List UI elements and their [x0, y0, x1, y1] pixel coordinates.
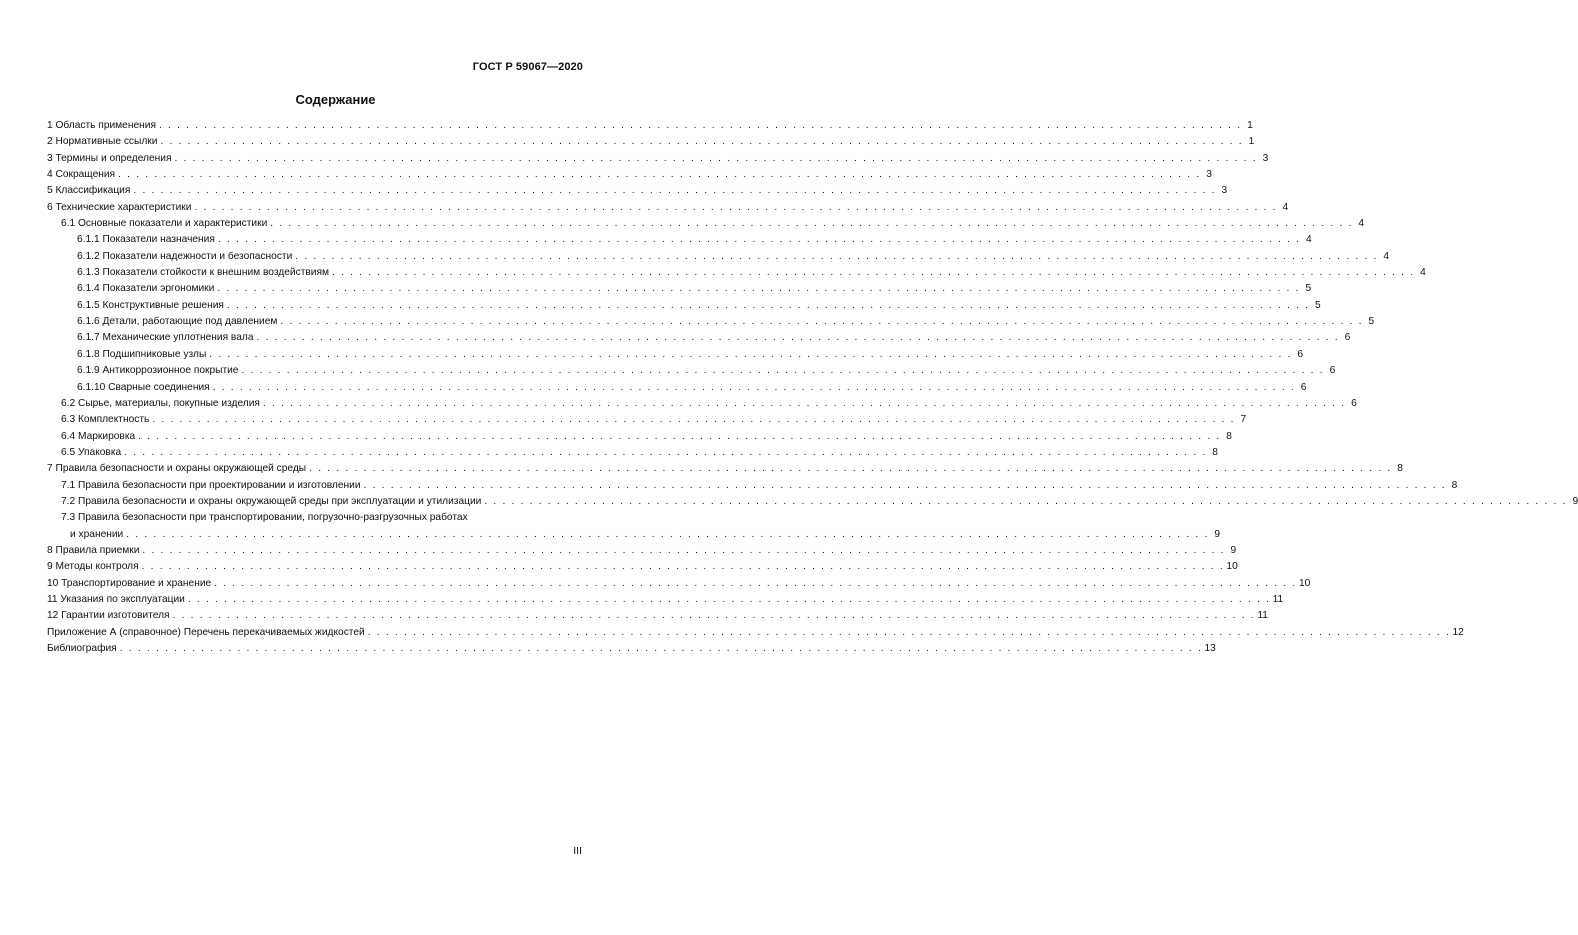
toc-entry[interactable] — [47, 494, 1578, 510]
toc-entry-text: 3 Термины и определения — [47, 152, 172, 164]
toc-entry-page: 3 — [1221, 185, 1228, 197]
toc-leader-dots: . . . . . . . . . . . . . . . . . . . . . . . . . . . . . . . . . . . . . . . . . . . . . . . . . . . . . . . . . . . . . . . . . . . . . . . . . . . . . . . . . . . . . . . . . . . . . . . . . . . . . . . . . . . . . . . . . . . . . . . . — [367, 626, 1451, 638]
toc-leader-dots: . . . . . . . . . . . . . . . . . . . . . . . . . . . . . . . . . . . . . . . . . . . . . . . . . . . . . . . . . . . . . . . . . . . . . . . . . . . . . . . . . . . . . . . . . . . . . . . . . . . . . . . . . . . . . . . . . . . . . . . . — [187, 593, 1271, 605]
toc-entry-page: 10 — [1226, 561, 1238, 573]
toc-entry[interactable] — [47, 592, 1284, 608]
toc-leader-dots: . . . . . . . . . . . . . . . . . . . . . . . . . . . . . . . . . . . . . . . . . . . . . . . . . . . . . . . . . . . . . . . . . . . . . . . . . . . . . . . . . . . . . . . . . . . . . . . . . . . . . . . . . . . . . . . . . . . . . . . . — [133, 185, 1217, 197]
toc-entry-page: 3 — [1262, 152, 1269, 164]
toc-entry[interactable] — [47, 298, 1321, 314]
toc-entry[interactable] — [47, 510, 1221, 543]
toc-entry-page: 5 — [1305, 283, 1312, 295]
toc-entry[interactable] — [47, 232, 1312, 248]
toc-entry[interactable] — [47, 330, 1351, 346]
toc-leader-dots: . . . . . . . . . . . . . . . . . . . . . . . . . . . . . . . . . . . . . . . . . . . . . . . . . . . . . . . . . . . . . . . . . . . . . . . . . . . . . . . . . . . . . . . . . . . . . . . . . . . . . . . . . . . . . . . . . . . . . . . . — [141, 561, 1225, 573]
toc-leader-dots: . . . . . . . . . . . . . . . . . . . . . . . . . . . . . . . . . . . . . . . . . . . . . . . . . . . . . . . . . . . . . . . . . . . . . . . . . . . . . . . . . . . . . . . . . . . . . . . . . . . . . . . . . . . . . . . . . . . . . . . . — [309, 463, 1392, 475]
toc-entry-page: 12 — [1452, 626, 1464, 638]
toc-leader-dots: . . . . . . . . . . . . . . . . . . . . . . . . . . . . . . . . . . . . . . . . . . . . . . . . . . . . . . . . . . . . . . . . . . . . . . . . . . . . . . . . . . . . . . . . . . . . . . . . . . . . . . . . . . . . . . . . . . . . . . . . — [126, 528, 1210, 540]
document-code: ГОСТ Р 59067—2020 — [472, 61, 583, 73]
toc-entry-page: 10 — [1298, 577, 1311, 589]
toc-entry-text: 6 Технические характеристики — [47, 201, 192, 213]
toc-entry-text: 10 Транспортирование и хранение — [47, 577, 212, 589]
toc-entry[interactable] — [47, 543, 1237, 559]
toc-entry-text: 6.5 Упаковка — [61, 446, 122, 458]
toc-entry[interactable] — [47, 429, 1232, 445]
toc-leader-dots: . . . . . . . . . . . . . . . . . . . . . . . . . . . . . . . . . . . . . . . . . . . . . . . . . . . . . . . . . . . . . . . . . . . . . . . . . . . . . . . . . . . . . . . . . . . . . . . . . . . . . . . . . . . . . . . . . . . . . . . . — [217, 234, 1301, 246]
toc-entry-text: 5 Классификация — [47, 185, 131, 197]
toc-leader-dots: . . . . . . . . . . . . . . . . . . . . . . . . . . . . . . . . . . . . . . . . . . . . . . . . . . . . . . . . . . . . . . . . . . . . . . . . . . . . . . . . . . . . . . . . . . . . . . . . . . . . . . . . . . . . . . . . . . . . . . . . — [152, 414, 1236, 426]
toc-entry-page: 6 — [1329, 365, 1336, 377]
toc-entry-text: 7.1 Правила безопасности при проектировании и изготовлении — [61, 479, 361, 491]
toc-entry-page: 9 — [1572, 495, 1578, 507]
toc-leader-dots: . . . . . . . . . . . . . . . . . . . . . . . . . . . . . . . . . . . . . . . . . . . . . . . . . . . . . . . . . . . . . . . . . . . . . . . . . . . . . . . . . . . . . . . . . . . . . . . . . . . . . . . . . . . . . . . . . . . . . . . . — [280, 316, 1364, 328]
page-number: III — [573, 845, 582, 857]
toc-entry-text: 1 Область применения — [47, 120, 156, 131]
toc-entry-text: 6.3 Комплектность — [61, 414, 150, 426]
toc-entry-text: Библиография — [47, 643, 117, 654]
toc-entry-text: 4 Сокращения — [47, 169, 116, 181]
toc-entry-text: 6.1.5 Конструктивные решения — [77, 299, 224, 311]
toc-leader-dots: . . . . . . . . . . . . . . . . . . . . . . . . . . . . . . . . . . . . . . . . . . . . . . . . . . . . . . . . . . . . . . . . . . . . . . . . . . . . . . . . . . . . . . . . . . . . . . . . . . . . . . . . . . . . . . . . . . . . . . . . — [256, 332, 1340, 344]
toc-entry-text: 6.1 Основные показатели и характеристики — [61, 218, 268, 230]
toc-entry-text: 12 Гарантии изготовителя — [47, 610, 170, 622]
toc-entry-page: 4 — [1420, 267, 1426, 279]
toc-entry-page: 5 — [1315, 299, 1321, 311]
toc-leader-dots: . . . . . . . . . . . . . . . . . . . . . . . . . . . . . . . . . . . . . . . . . . . . . . . . . . . . . . . . . . . . . . . . . . . . . . . . . . . . . . . . . . . . . . . . . . . . . . . . . . . . . . . . . . . . . . . . . . . . . . . . — [212, 381, 1296, 393]
toc-leader-dots: . . . . . . . . . . . . . . . . . . . . . . . . . . . . . . . . . . . . . . . . . . . . . . . . . . . . . . . . . . . . . . . . . . . . . . . . . . . . . . . . . . . . . . . . . . . . . . . . . . . . . . . . . . . . . . . . . . . . . . . . — [118, 169, 1201, 181]
toc-entry-page: 6 — [1300, 381, 1307, 393]
toc-title: Содержание — [295, 92, 376, 107]
toc-entry-page: 4 — [1306, 234, 1312, 246]
toc-entry-page: 8 — [1226, 430, 1232, 442]
toc-entry-text: 6.2 Сырье, материалы, покупные изделия — [61, 397, 260, 409]
toc-entry-page: 3 — [1206, 169, 1212, 181]
toc-leader-dots: . . . . . . . . . . . . . . . . . . . . . . . . . . . . . . . . . . . . . . . . . . . . . . . . . . . . . . . . . . . . . . . . . . . . . . . . . . . . . . . . . . . . . . . . . . . . . . . . . . . . . . . . . . . . . . . . . . . . . . . . — [119, 643, 1203, 654]
table-of-contents — [47, 118, 1578, 657]
toc-entry[interactable] — [47, 380, 1307, 396]
toc-leader-dots: . . . . . . . . . . . . . . . . . . . . . . . . . . . . . . . . . . . . . . . . . . . . . . . . . . . . . . . . . . . . . . . . . . . . . . . . . . . . . . . . . . . . . . . . . . . . . . . . . . . . . . . . . . . . . . . . . . . . . . . . — [241, 365, 1325, 377]
toc-leader-dots: . . . . . . . . . . . . . . . . . . . . . . . . . . . . . . . . . . . . . . . . . . . . . . . . . . . . . . . . . . . . . . . . . . . . . . . . . . . . . . . . . . . . . . . . . . . . . . . . . . . . . . . . . . . . . . . . . . . . . . . . — [484, 495, 1568, 507]
toc-leader-dots: . . . . . . . . . . . . . . . . . . . . . . . . . . . . . . . . . . . . . . . . . . . . . . . . . . . . . . . . . . . . . . . . . . . . . . . . . . . . . . . . . . . . . . . . . . . . . . . . . . . . . . . . . . . . . . . . . . . . . . . . — [363, 479, 1447, 491]
toc-entry[interactable] — [47, 265, 1426, 281]
toc-entry-page: 8 — [1451, 479, 1458, 491]
toc-entry-page: 6 — [1297, 348, 1304, 360]
toc-leader-dots: . . . . . . . . . . . . . . . . . . . . . . . . . . . . . . . . . . . . . . . . . . . . . . . . . . . . . . . . . . . . . . . . . . . . . . . . . . . . . . . . . . . . . . . . . . . . . . . . . . . . . . . . . . . . . . . . . . . . . . . . — [174, 152, 1258, 164]
toc-entry-page: 6 — [1344, 332, 1351, 344]
toc-leader-dots: . . . . . . . . . . . . . . . . . . . . . . . . . . . . . . . . . . . . . . . . . . . . . . . . . . . . . . . . . . . . . . . . . . . . . . . . . . . . . . . . . . . . . . . . . . . . . . . . . . . . . . . . . . . . . . . . . . . . . . . . — [138, 430, 1221, 442]
toc-entry-page: 4 — [1358, 218, 1365, 230]
toc-leader-dots: . . . . . . . . . . . . . . . . . . . . . . . . . . . . . . . . . . . . . . . . . . . . . . . . . . . . . . . . . . . . . . . . . . . . . . . . . . . . . . . . . . . . . . . . . . . . . . . . . . . . . . . . . . . . . . . . . . . . . . . . — [124, 446, 1207, 458]
toc-entry-page: 6 — [1351, 397, 1357, 409]
toc-entry-text: 6.1.1 Показатели назначения — [77, 234, 215, 246]
toc-leader-dots: . . . . . . . . . . . . . . . . . . . . . . . . . . . . . . . . . . . . . . . . . . . . . . . . . . . . . . . . . . . . . . . . . . . . . . . . . . . . . . . . . . . . . . . . . . . . . . . . . . . . . . . . . . . . . . . . . . . . . . . . — [270, 218, 1354, 230]
toc-entry-text: 6.1.10 Сварные соединения — [77, 381, 210, 393]
toc-entry-text: 8 Правила приемки — [47, 544, 140, 556]
toc-entry[interactable] — [47, 216, 1365, 232]
toc-leader-dots: . . . . . . . . . . . . . . . . . . . . . . . . . . . . . . . . . . . . . . . . . . . . . . . . . . . . . . . . . . . . . . . . . . . . . . . . . . . . . . . . . . . . . . . . . . . . . . . . . . . . . . . . . . . . . . . . . . . . . . . . — [160, 136, 1244, 148]
toc-leader-dots: . . . . . . . . . . . . . . . . . . . . . . . . . . . . . . . . . . . . . . . . . . . . . . . . . . . . . . . . . . . . . . . . . . . . . . . . . . . . . . . . . . . . . . . . . . . . . . . . . . . . . . . . . . . . . . . . . . . . . . . . — [331, 267, 1415, 279]
toc-entry[interactable] — [47, 445, 1218, 461]
toc-entry-text: 6.1.2 Показатели надежности и безопасности — [77, 250, 293, 262]
toc-entry-text: 6.1.8 Подшипниковые узлы — [77, 348, 207, 360]
toc-entry[interactable] — [47, 608, 1268, 624]
toc-entry-text: Приложение А (справочное) Перечень перекачиваемых жидкостей — [47, 626, 365, 638]
toc-entry-text: 6.1.6 Детали, работающие под давлением — [77, 316, 278, 328]
toc-entry[interactable] — [47, 167, 1212, 183]
toc-leader-dots: . . . . . . . . . . . . . . . . . . . . . . . . . . . . . . . . . . . . . . . . . . . . . . . . . . . . . . . . . . . . . . . . . . . . . . . . . . . . . . . . . . . . . . . . . . . . . . . . . . . . . . . . . . . . . . . . . . . . . . . . — [217, 283, 1301, 295]
toc-entry-page: 5 — [1368, 316, 1375, 328]
toc-entry-page: 8 — [1397, 463, 1403, 475]
toc-entry-text: 7 Правила безопасности и охраны окружающей среды — [47, 463, 307, 475]
toc-entry[interactable] — [47, 281, 1312, 297]
toc-entry[interactable] — [47, 396, 1357, 412]
toc-leader-dots: . . . . . . . . . . . . . . . . . . . . . . . . . . . . . . . . . . . . . . . . . . . . . . . . . . . . . . . . . . . . . . . . . . . . . . . . . . . . . . . . . . . . . . . . . . . . . . . . . . . . . . . . . . . . . . . . . . . . . . . . — [158, 120, 1242, 131]
toc-entry-text: 7.2 Правила безопасности и охраны окружающей среды при эксплуатации и утилизации — [61, 495, 482, 507]
toc-entry-page: 4 — [1282, 201, 1289, 213]
toc-entry-page: 11 — [1272, 593, 1284, 605]
toc-entry-page: 13 — [1204, 643, 1216, 654]
toc-entry-text: 6.1.7 Механические уплотнения вала — [77, 332, 254, 344]
toc-entry[interactable] — [47, 478, 1458, 494]
toc-entry-page: 9 — [1230, 544, 1237, 556]
toc-entry-page: 4 — [1383, 250, 1390, 262]
toc-entry-text: 6.4 Маркировка — [61, 430, 136, 442]
toc-entry[interactable] — [47, 183, 1228, 199]
toc-entry[interactable] — [47, 314, 1375, 330]
toc-entry[interactable] — [47, 249, 1390, 265]
toc-entry-text: 6.1.3 Показатели стойкости к внешним воздействиям — [77, 267, 329, 279]
toc-entry-page: 7 — [1240, 414, 1247, 426]
toc-entry-page: 9 — [1214, 528, 1221, 540]
toc-entry[interactable] — [47, 412, 1247, 428]
toc-entry[interactable] — [47, 200, 1289, 216]
toc-leader-dots: . . . . . . . . . . . . . . . . . . . . . . . . . . . . . . . . . . . . . . . . . . . . . . . . . . . . . . . . . . . . . . . . . . . . . . . . . . . . . . . . . . . . . . . . . . . . . . . . . . . . . . . . . . . . . . . . . . . . . . . . — [295, 250, 1379, 262]
toc-leader-dots: . . . . . . . . . . . . . . . . . . . . . . . . . . . . . . . . . . . . . . . . . . . . . . . . . . . . . . . . . . . . . . . . . . . . . . . . . . . . . . . . . . . . . . . . . . . . . . . . . . . . . . . . . . . . . . . . . . . . . . . . — [214, 577, 1297, 589]
toc-entry[interactable] — [47, 151, 1269, 167]
toc-entry[interactable] — [47, 118, 1253, 134]
toc-entry[interactable] — [47, 363, 1336, 379]
toc-entry[interactable] — [47, 347, 1304, 363]
toc-leader-dots: . . . . . . . . . . . . . . . . . . . . . . . . . . . . . . . . . . . . . . . . . . . . . . . . . . . . . . . . . . . . . . . . . . . . . . . . . . . . . . . . . . . . . . . . . . . . . . . . . . . . . . . . . . . . . . . . . . . . . . . . — [226, 299, 1310, 311]
toc-entry-page: 1 — [1248, 136, 1255, 148]
toc-entry-page: 8 — [1212, 446, 1218, 458]
toc-leader-dots: . . . . . . . . . . . . . . . . . . . . . . . . . . . . . . . . . . . . . . . . . . . . . . . . . . . . . . . . . . . . . . . . . . . . . . . . . . . . . . . . . . . . . . . . . . . . . . . . . . . . . . . . . . . . . . . . . . . . . . . . — [142, 544, 1226, 556]
toc-entry[interactable] — [47, 625, 1464, 641]
toc-leader-dots: . . . . . . . . . . . . . . . . . . . . . . . . . . . . . . . . . . . . . . . . . . . . . . . . . . . . . . . . . . . . . . . . . . . . . . . . . . . . . . . . . . . . . . . . . . . . . . . . . . . . . . . . . . . . . . . . . . . . . . . . — [262, 397, 1346, 409]
toc-entry[interactable] — [47, 134, 1255, 150]
toc-entry-text: 11 Указания по эксплуатации — [47, 593, 185, 605]
toc-entry-text-continued: и хранении — [70, 528, 124, 540]
toc-entry[interactable] — [47, 461, 1403, 477]
toc-entry[interactable] — [47, 641, 1216, 657]
toc-entry[interactable] — [47, 559, 1238, 575]
toc-entry-text: 6.1.9 Антикоррозионное покрытие — [77, 365, 239, 377]
toc-entry-text: 6.1.4 Показатели эргономики — [77, 283, 215, 295]
toc-entry-page: 11 — [1257, 610, 1268, 622]
toc-entry[interactable] — [47, 576, 1311, 592]
toc-leader-dots: . . . . . . . . . . . . . . . . . . . . . . . . . . . . . . . . . . . . . . . . . . . . . . . . . . . . . . . . . . . . . . . . . . . . . . . . . . . . . . . . . . . . . . . . . . . . . . . . . . . . . . . . . . . . . . . . . . . . . . . . — [194, 201, 1278, 213]
toc-entry-page: 1 — [1247, 120, 1253, 131]
toc-entry-text: 2 Нормативные ссылки — [47, 136, 158, 148]
toc-leader-dots: . . . . . . . . . . . . . . . . . . . . . . . . . . . . . . . . . . . . . . . . . . . . . . . . . . . . . . . . . . . . . . . . . . . . . . . . . . . . . . . . . . . . . . . . . . . . . . . . . . . . . . . . . . . . . . . . . . . . . . . . — [172, 610, 1256, 622]
toc-entry-text: 7.3 Правила безопасности при транспортировании, погрузочно-разгрузочных работах — [61, 512, 468, 524]
toc-entry-text: 9 Методы контроля — [47, 561, 139, 573]
toc-leader-dots: . . . . . . . . . . . . . . . . . . . . . . . . . . . . . . . . . . . . . . . . . . . . . . . . . . . . . . . . . . . . . . . . . . . . . . . . . . . . . . . . . . . . . . . . . . . . . . . . . . . . . . . . . . . . . . . . . . . . . . . . — [209, 348, 1293, 360]
